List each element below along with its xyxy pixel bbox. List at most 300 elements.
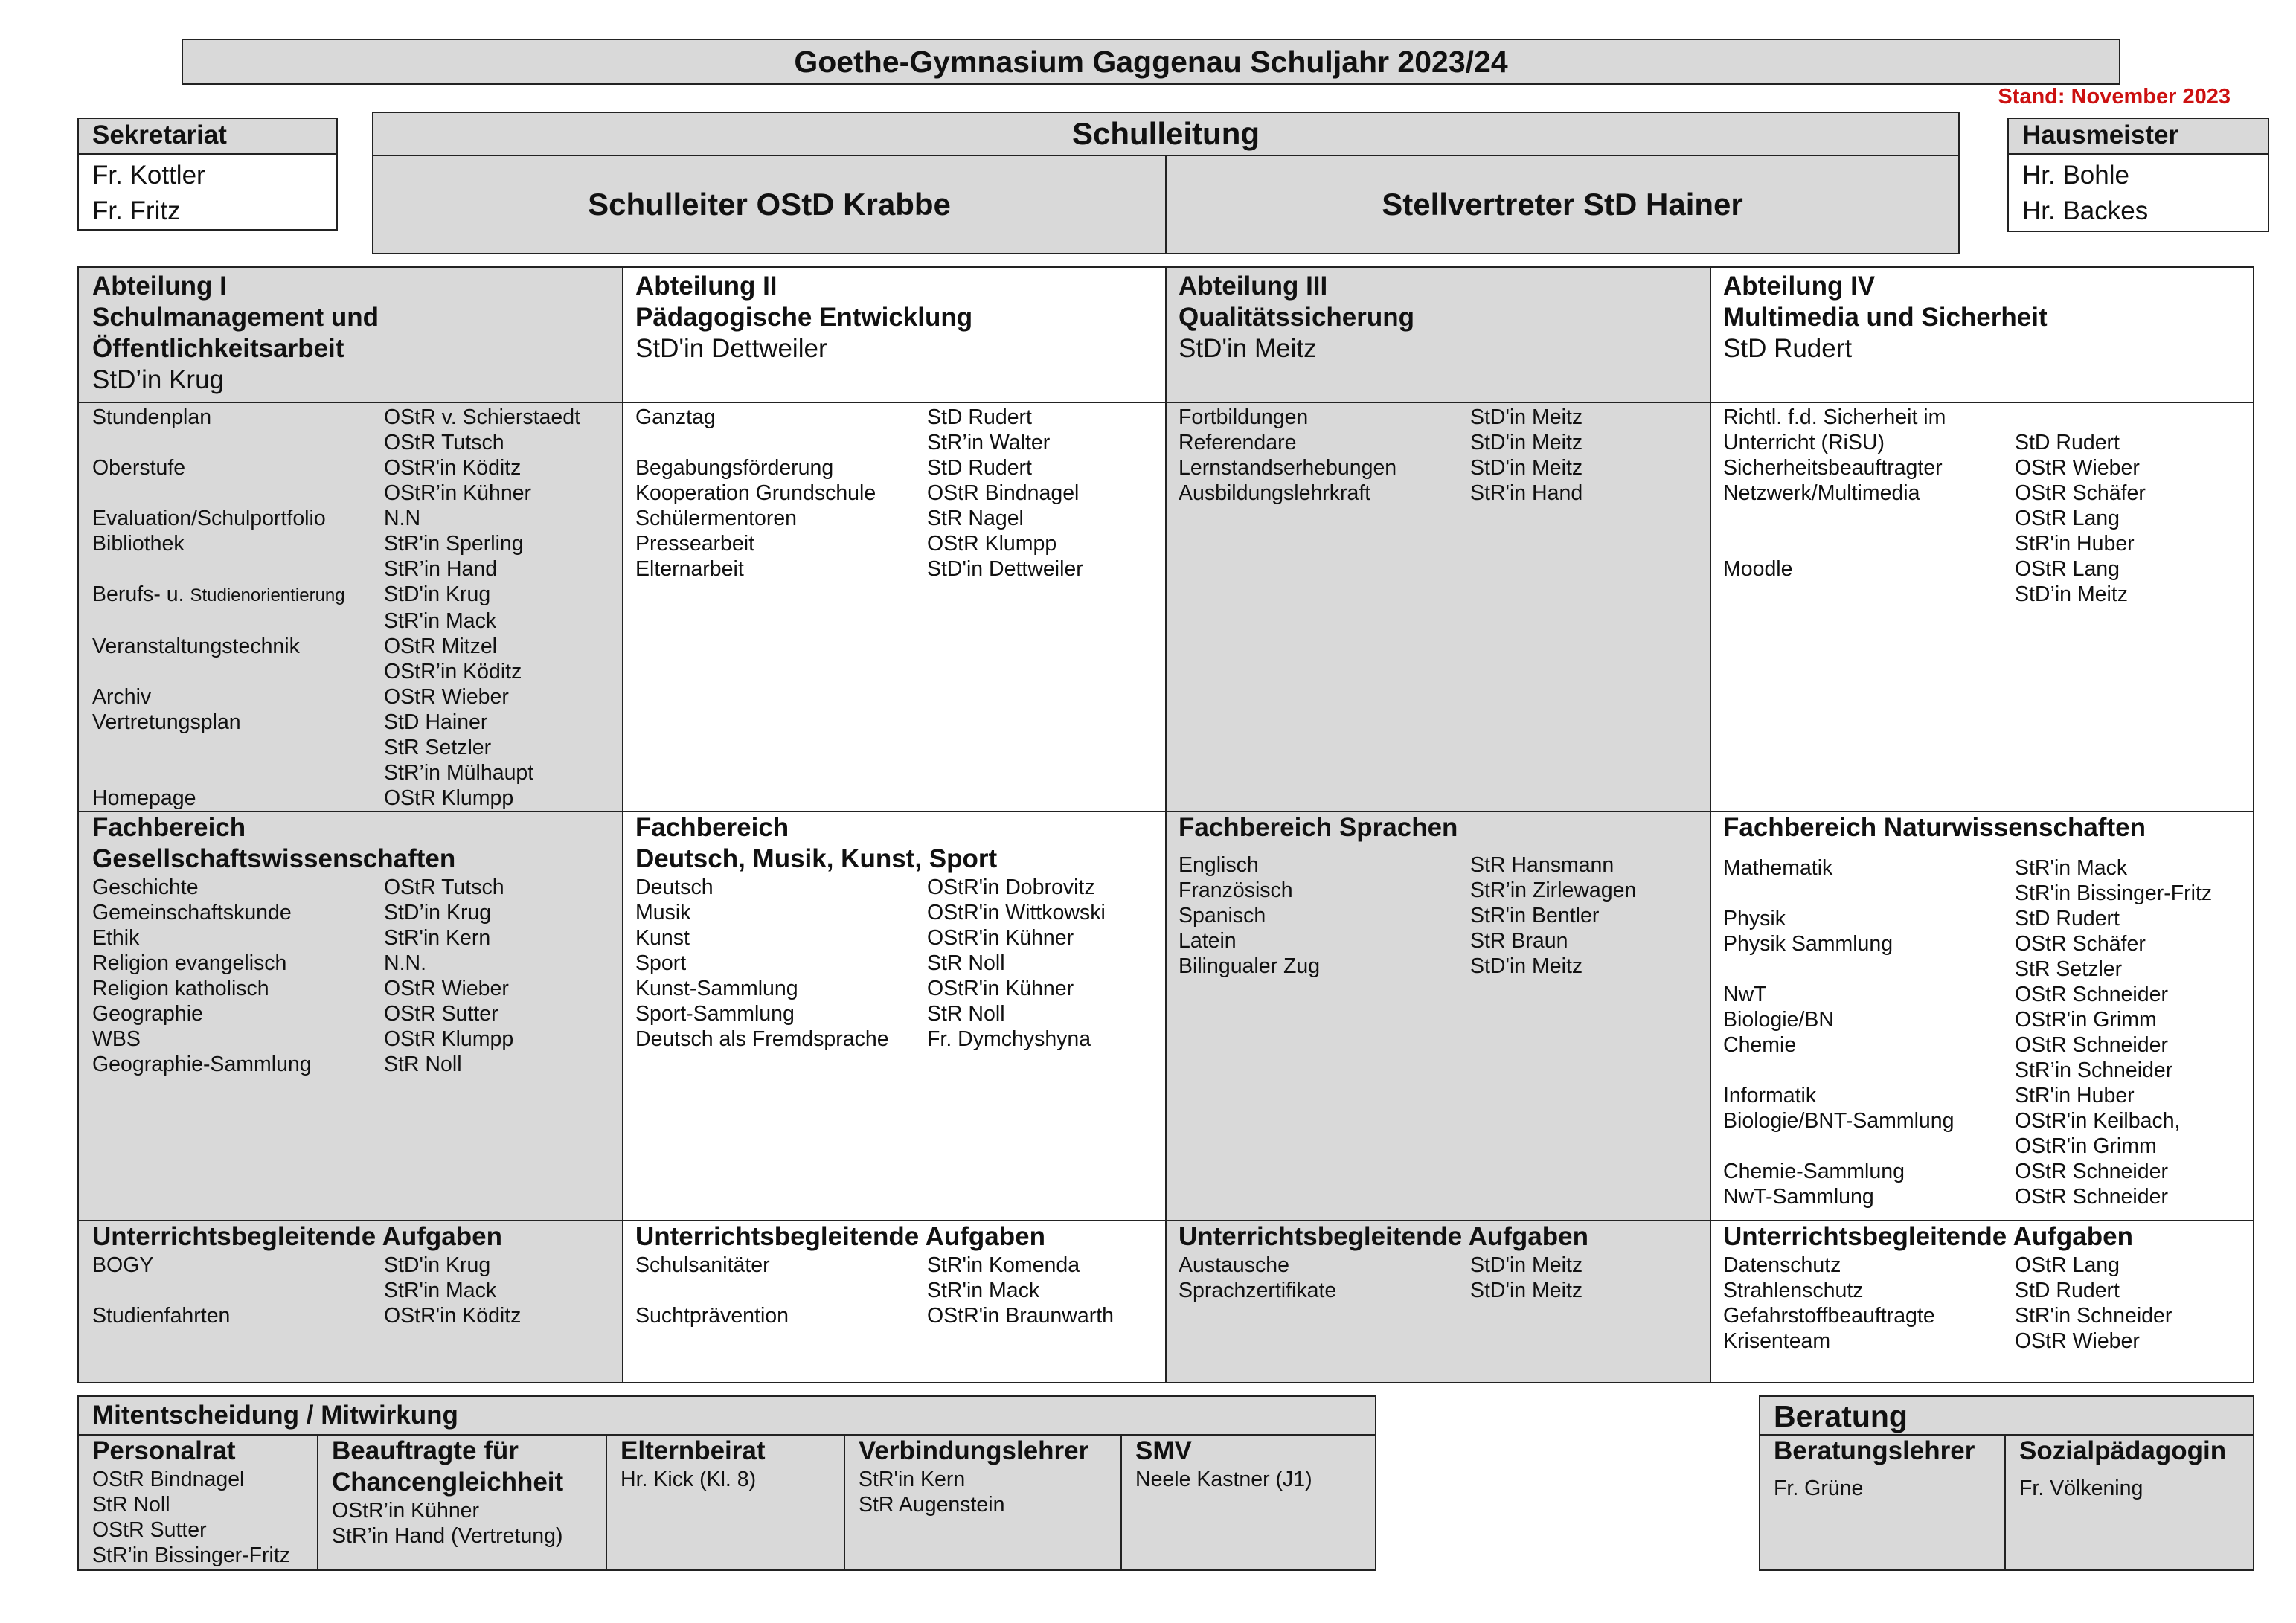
- subject: Informatik: [1723, 1084, 1817, 1108]
- unterricht-2: [622, 1221, 1165, 1328]
- list-item: [1723, 1184, 2239, 1209]
- list-item: [1723, 405, 2266, 430]
- list-item: [1723, 906, 2239, 931]
- task-label: [92, 1278, 384, 1303]
- list-item: [92, 1052, 609, 1077]
- chancengleichheit: [317, 1436, 606, 1569]
- group-title: Verbindungslehrer: [859, 1436, 1089, 1465]
- sekretariat-name: Fr. Fritz: [92, 196, 181, 225]
- person: StR'in Komenda: [927, 1253, 1080, 1277]
- sekretariat-name: Fr. Kottler: [92, 161, 205, 190]
- stellvertreter: Stellvertreter StD Hainer: [1382, 187, 1743, 222]
- person: OStR’in Kühner: [332, 1499, 480, 1523]
- fachbereich-sprachen: [1165, 812, 1710, 979]
- subject: [1723, 1058, 2015, 1083]
- subject: Geschichte: [92, 875, 199, 899]
- person: OStR Wieber: [2015, 456, 2140, 480]
- list-item: [92, 506, 635, 531]
- person: OStR Lang: [2015, 1253, 2120, 1277]
- person: StR’in Hand: [384, 557, 498, 581]
- elternbeirat: [606, 1436, 844, 1569]
- person: OStR Sutter: [384, 1002, 498, 1026]
- subject: Spanisch: [1179, 904, 1266, 928]
- subject: WBS: [92, 1027, 141, 1051]
- group-title: Beauftragte für: [332, 1436, 519, 1465]
- task-label: Fortbildungen: [1179, 405, 1309, 429]
- person: StD Rudert: [2015, 907, 2120, 931]
- person: StR Augenstein: [859, 1493, 1005, 1517]
- task-label: Begabungsförderung: [635, 456, 834, 480]
- list-item: [92, 875, 609, 900]
- person: StD'in Krug: [384, 582, 491, 606]
- person: StD'in Dettweiler: [927, 557, 1083, 581]
- list-item: [1723, 455, 2266, 481]
- person: StR'in Kern: [384, 926, 491, 950]
- list-item: [92, 405, 635, 430]
- group-title: Elternbeirat: [621, 1436, 766, 1465]
- schulleiter: Schulleiter OStD Krabbe: [373, 156, 1167, 253]
- list-item: [1179, 852, 1696, 878]
- person: N.N: [384, 507, 421, 530]
- list-item: [1723, 881, 2239, 906]
- abteilung-3: [1165, 268, 1710, 364]
- abteilung-leader: StD'in Dettweiler: [635, 334, 827, 363]
- task-label: Bibliothek: [92, 532, 185, 556]
- task-label: Suchtprävention: [635, 1304, 789, 1328]
- person: StR'in Kern: [859, 1468, 966, 1491]
- person: OStR Wieber: [2015, 1329, 2140, 1353]
- task-label: BOGY: [92, 1253, 154, 1277]
- person: OStR Bindnagel: [92, 1468, 245, 1491]
- list-item: [1723, 582, 2266, 607]
- list-item: [1179, 1253, 1696, 1278]
- task-label: Studienfahrten: [92, 1304, 231, 1328]
- list-item: [92, 735, 635, 760]
- person: StR'in Huber: [2015, 532, 2135, 556]
- person: StR’in Bissinger-Fritz: [92, 1543, 291, 1567]
- subject: Sport-Sammlung: [635, 1002, 795, 1026]
- subject: [1723, 957, 2015, 982]
- list-item: [635, 1278, 1152, 1303]
- list-item: [92, 1253, 609, 1278]
- task-label: [92, 430, 384, 455]
- subject: Biologie/BN: [1723, 1008, 1834, 1032]
- person: StR’in Zirlewagen: [1470, 878, 1637, 902]
- page-title: [182, 39, 2120, 85]
- subject: [1723, 881, 2015, 906]
- abteilung-subtitle: Multimedia und Sicherheit: [1723, 303, 2048, 332]
- task-label: Vertretungsplan: [92, 710, 241, 734]
- subject: Sport: [635, 951, 687, 975]
- abteilung-1: [79, 268, 622, 396]
- person: Fr. Grüne: [1774, 1476, 1864, 1500]
- task-label: Evaluation/Schulportfolio: [92, 507, 326, 530]
- person: OStR Schäfer: [2015, 481, 2146, 505]
- task-label: Elternarbeit: [635, 557, 744, 581]
- task-label: Gefahrstoffbeauftragte: [1723, 1304, 1935, 1328]
- fachbereich-naturwissenschaften: [1710, 812, 2253, 1209]
- list-item: [635, 951, 1152, 976]
- fachbereich-subtitle: Gesellschaftswissenschaften: [92, 844, 456, 873]
- list-item: [635, 900, 1152, 925]
- person: OStR'in Grimm: [2015, 1134, 2157, 1158]
- person: OStR'in Köditz: [384, 456, 522, 480]
- person: OStR'in Köditz: [384, 1304, 522, 1328]
- person: OStR Bindnagel: [927, 481, 1080, 505]
- list-item: [1179, 903, 1696, 928]
- list-item: [92, 455, 635, 481]
- list-item: [1723, 1303, 2239, 1328]
- subject: NwT-Sammlung: [1723, 1185, 1874, 1209]
- person: OStR Schneider: [2015, 1160, 2168, 1183]
- list-item: [635, 455, 1179, 481]
- person: Neele Kastner (J1): [1135, 1468, 1312, 1491]
- person: StR'in Huber: [2015, 1084, 2135, 1108]
- list-item: [1723, 1328, 2239, 1354]
- task-label: Moodle: [1723, 557, 1793, 581]
- task-label: Austausche: [1179, 1253, 1289, 1277]
- person: StD’in Krug: [384, 901, 492, 925]
- person: OStR Sutter: [92, 1518, 207, 1542]
- list-item: [1723, 481, 2266, 506]
- unterricht-1: [79, 1221, 622, 1328]
- abteilung-leader: StD'in Meitz: [1179, 334, 1317, 363]
- list-item: [1723, 1058, 2239, 1083]
- list-item: [1179, 878, 1696, 903]
- person: StD Hainer: [384, 710, 488, 734]
- list-item: [1723, 855, 2239, 881]
- person: OStR v. Schierstaedt: [384, 405, 580, 429]
- page-title-text: Goethe-Gymnasium Gaggenau Schuljahr 2023/24: [794, 44, 1508, 79]
- person: StR'in Mack: [2015, 856, 2128, 880]
- list-item: [635, 976, 1152, 1001]
- person: OStR Schneider: [2015, 1185, 2168, 1209]
- list-item: [92, 900, 609, 925]
- task-label: Strahlenschutz: [1723, 1279, 1864, 1302]
- person: StR Hansmann: [1470, 853, 1614, 877]
- person: StR Noll: [384, 1052, 462, 1076]
- person: StD'in Meitz: [1470, 456, 1583, 480]
- list-item: [1723, 1159, 2239, 1184]
- unterricht-4: [1710, 1221, 2253, 1354]
- person: StR'in Schneider: [2015, 1304, 2172, 1328]
- task-label: [92, 735, 384, 760]
- list-item: [635, 405, 1179, 430]
- person: StR'in Sperling: [384, 532, 524, 556]
- person: OStR Wieber: [384, 685, 509, 709]
- person: StR’in Mülhaupt: [384, 761, 534, 785]
- sekretariat-box: [77, 118, 338, 231]
- hausmeister-name: Hr. Bohle: [2022, 161, 2129, 190]
- list-item: [1723, 506, 2266, 531]
- subject: Mathematik: [1723, 856, 1833, 880]
- subject: Geographie-Sammlung: [92, 1052, 312, 1076]
- list-item: [92, 1278, 609, 1303]
- task-label: Pressearbeit: [635, 532, 754, 556]
- person: StR’in Walter: [927, 431, 1051, 454]
- person: StR'in Bentler: [1470, 904, 1600, 928]
- list-item: [635, 875, 1152, 900]
- task-label: [1723, 531, 2015, 556]
- person: StD'in Meitz: [1470, 1279, 1583, 1302]
- abteilung-title: Abteilung III: [1179, 271, 1328, 301]
- list-item: [635, 531, 1179, 556]
- subject: Kunst: [635, 926, 690, 950]
- abteilung-subtitle: Öffentlichkeitsarbeit: [92, 334, 344, 363]
- abteilung-subtitle: Pädagogische Entwicklung: [635, 303, 973, 332]
- list-item: [1723, 1108, 2239, 1134]
- fachbereich-title: Fachbereich Sprachen: [1179, 813, 1458, 842]
- person: StD'in Meitz: [1470, 1253, 1583, 1277]
- task-label: Krisenteam: [1723, 1329, 1831, 1353]
- list-item: [92, 531, 635, 556]
- person: StR'in Mack: [927, 1279, 1040, 1302]
- person: StR’in Schneider: [2015, 1058, 2173, 1082]
- group-title: Sozialpädagogin: [2019, 1436, 2227, 1465]
- list-item: [1179, 481, 1723, 506]
- org-grid: [77, 266, 2254, 1383]
- list-item: [1179, 1278, 1696, 1303]
- person: Fr. Völkening: [2019, 1476, 2143, 1500]
- abteilung-title: Abteilung IV: [1723, 271, 1876, 301]
- subject: Französisch: [1179, 878, 1293, 902]
- task-label: Veranstaltungstechnik: [92, 634, 300, 658]
- list-item: [92, 925, 609, 951]
- person: StR Nagel: [927, 507, 1024, 530]
- list-item: [1179, 455, 1723, 481]
- task-label-small: Studienorientierung: [190, 585, 345, 605]
- list-item: [92, 785, 635, 811]
- unterricht-title: Unterrichtsbegleitende Aufgaben: [1723, 1222, 2133, 1251]
- unterricht-3: [1165, 1221, 1710, 1303]
- subject: Biologie/BNT-Sammlung: [1723, 1109, 1955, 1133]
- task-label: [92, 608, 384, 634]
- list-item: [92, 556, 635, 582]
- subject: Geographie: [92, 1002, 203, 1026]
- task-label: [92, 556, 384, 582]
- person: OStR Lang: [2015, 507, 2120, 530]
- list-item: [1179, 954, 1696, 979]
- subject: [1723, 1134, 2015, 1159]
- task-label: Schulsanitäter: [635, 1253, 770, 1277]
- task-label: [92, 582, 384, 608]
- task-label: Schülermentoren: [635, 507, 798, 530]
- person: OStR’in Köditz: [384, 660, 522, 684]
- task-label: [1723, 582, 2015, 607]
- list-item: [92, 430, 635, 455]
- list-item: [635, 1253, 1152, 1278]
- list-item: [1723, 1134, 2239, 1159]
- verbindungslehrer: [844, 1436, 1120, 1569]
- person: StR'in Mack: [384, 609, 497, 633]
- sekretariat-label: Sekretariat: [79, 119, 336, 155]
- list-item: [1179, 928, 1696, 954]
- abteilung-subtitle: Qualitätssicherung: [1179, 303, 1415, 332]
- person: StD Rudert: [2015, 431, 2120, 454]
- task-label: Oberstufe: [92, 456, 186, 480]
- subject: Religion katholisch: [92, 977, 269, 1000]
- subject: Religion evangelisch: [92, 951, 287, 975]
- person: OStR Klumpp: [927, 532, 1057, 556]
- list-item: [92, 608, 635, 634]
- list-item: [92, 582, 635, 608]
- person: StR Setzler: [384, 736, 492, 759]
- list-item: [1723, 1032, 2239, 1058]
- list-item: [1723, 1083, 2239, 1108]
- person: OStR'in Kühner: [927, 977, 1074, 1000]
- person: StD'in Meitz: [1470, 954, 1583, 978]
- person: StD’in Meitz: [2015, 582, 2129, 606]
- person: OStR Lang: [2015, 557, 2120, 581]
- abteilung-1-list: [79, 405, 649, 811]
- abteilung-subtitle: Schulmanagement und: [92, 303, 379, 332]
- person: StD Rudert: [927, 405, 1032, 429]
- list-item: [92, 1001, 609, 1026]
- abteilung-4-list: [1710, 405, 2280, 607]
- task-label-main: Berufs- u.: [92, 582, 190, 606]
- person: OStR Tutsch: [384, 875, 504, 899]
- person: OStR Schäfer: [2015, 932, 2146, 956]
- subject: Deutsch: [635, 875, 714, 899]
- task-label: Netzwerk/Multimedia: [1723, 481, 1920, 505]
- person: StR’in Hand (Vertretung): [332, 1524, 563, 1548]
- list-item: [635, 925, 1152, 951]
- task-label: Sicherheitsbeauftragter: [1723, 456, 1943, 480]
- subject: Kunst-Sammlung: [635, 977, 798, 1000]
- person: OStR'in Grimm: [2015, 1008, 2157, 1032]
- list-item: [1723, 556, 2266, 582]
- fachbereich-gesellschaft: [79, 812, 622, 1077]
- task-label: [92, 481, 384, 506]
- list-item: [1723, 430, 2266, 455]
- group-title: Chancengleichheit: [332, 1468, 564, 1497]
- subject: Ethik: [92, 926, 140, 950]
- fachbereich-subtitle: Deutsch, Musik, Kunst, Sport: [635, 844, 998, 873]
- task-label: [635, 1278, 927, 1303]
- person: OStR Tutsch: [384, 431, 504, 454]
- person: StR Noll: [927, 1002, 1005, 1026]
- personalrat: [79, 1436, 317, 1569]
- abteilung-4: [1710, 268, 2253, 364]
- task-label: Lernstandserhebungen: [1179, 456, 1397, 480]
- person: StR'in Bissinger-Fritz: [2015, 881, 2213, 905]
- list-item: [1723, 1253, 2239, 1278]
- subject: Gemeinschaftskunde: [92, 901, 292, 925]
- person: OStR'in Kühner: [927, 926, 1074, 950]
- task-label: Richtl. f.d. Sicherheit im: [1723, 405, 1946, 429]
- task-label: Ausbildungslehrkraft: [1179, 481, 1371, 505]
- list-item: [635, 481, 1179, 506]
- abteilung-2-list: [622, 405, 1192, 582]
- person: StD Rudert: [927, 456, 1032, 480]
- person: OStR Schneider: [2015, 983, 2168, 1006]
- list-item: [1723, 957, 2239, 982]
- list-item: [92, 481, 635, 506]
- task-label: Datenschutz: [1723, 1253, 1841, 1277]
- task-label: [92, 760, 384, 785]
- task-label: Homepage: [92, 786, 196, 810]
- task-label: Stundenplan: [92, 405, 212, 429]
- task-label: [635, 430, 927, 455]
- person: OStR'in Keilbach,: [2015, 1109, 2181, 1133]
- fachbereich-deutsch: [622, 812, 1165, 1052]
- beratung-box: [1759, 1395, 2254, 1571]
- subject: NwT: [1723, 983, 1767, 1006]
- list-item: [92, 976, 609, 1001]
- list-item: [635, 1026, 1152, 1052]
- subject: Chemie-Sammlung: [1723, 1160, 1905, 1183]
- unterricht-title: Unterrichtsbegleitende Aufgaben: [92, 1222, 502, 1251]
- subject: Englisch: [1179, 853, 1259, 877]
- group-title: SMV: [1135, 1436, 1192, 1465]
- subject: Deutsch als Fremdsprache: [635, 1027, 889, 1051]
- list-item: [635, 1303, 1152, 1328]
- smv: [1120, 1436, 1375, 1569]
- person: OStR Klumpp: [384, 1027, 514, 1051]
- abteilung-title: Abteilung II: [635, 271, 777, 301]
- person: StR'in Hand: [1470, 481, 1583, 505]
- unterricht-title: Unterrichtsbegleitende Aufgaben: [635, 1222, 1045, 1251]
- task-label: Sprachzertifikate: [1179, 1279, 1337, 1302]
- person: StR Braun: [1470, 929, 1568, 953]
- task-label: Unterricht (RiSU): [1723, 431, 1885, 454]
- list-item: [1723, 531, 2266, 556]
- list-item: [92, 760, 635, 785]
- task-label: [92, 659, 384, 684]
- hausmeister-label: Hausmeister: [2009, 119, 2268, 155]
- list-item: [1179, 430, 1723, 455]
- list-item: [635, 506, 1179, 531]
- list-item: [1723, 982, 2239, 1007]
- person: OStR'in Braunwarth: [927, 1304, 1114, 1328]
- fachbereich-title: Fachbereich Naturwissenschaften: [1723, 813, 2146, 842]
- list-item: [92, 1303, 609, 1328]
- subject: Latein: [1179, 929, 1237, 953]
- subject: Bilingualer Zug: [1179, 954, 1321, 978]
- person: OStR'in Dobrovitz: [927, 875, 1095, 899]
- schulleitung-box: [372, 112, 1960, 254]
- list-item: [92, 659, 635, 684]
- person: StR'in Mack: [384, 1279, 497, 1302]
- subject: Physik Sammlung: [1723, 932, 1893, 956]
- subject: Chemie: [1723, 1033, 1797, 1057]
- abteilung-3-list: [1165, 405, 1737, 506]
- person: OStR'in Wittkowski: [927, 901, 1106, 925]
- person: Hr. Kick (Kl. 8): [621, 1468, 757, 1491]
- list-item: [1723, 1278, 2239, 1303]
- sozialpaedagogin: [2004, 1436, 2253, 1569]
- list-item: [1179, 405, 1723, 430]
- person: N.N.: [384, 951, 426, 975]
- list-item: [635, 430, 1179, 455]
- person: Fr. Dymchyshyna: [927, 1027, 1091, 1051]
- abteilung-title: Abteilung I: [92, 271, 227, 301]
- list-item: [92, 684, 635, 710]
- person: StR Noll: [927, 951, 1005, 975]
- list-item: [92, 634, 635, 659]
- person: StD'in Meitz: [1470, 431, 1583, 454]
- person: StD'in Krug: [384, 1253, 491, 1277]
- abteilung-2: [622, 268, 1165, 364]
- mitwirkung-box: [77, 1395, 1376, 1571]
- person: StD Rudert: [2015, 1279, 2120, 1302]
- task-label: Kooperation Grundschule: [635, 481, 876, 505]
- person: OStR Klumpp: [384, 786, 514, 810]
- abteilung-leader: StD Rudert: [1723, 334, 1853, 363]
- person: OStR Schneider: [2015, 1033, 2168, 1057]
- list-item: [635, 556, 1179, 582]
- subject: Musik: [635, 901, 691, 925]
